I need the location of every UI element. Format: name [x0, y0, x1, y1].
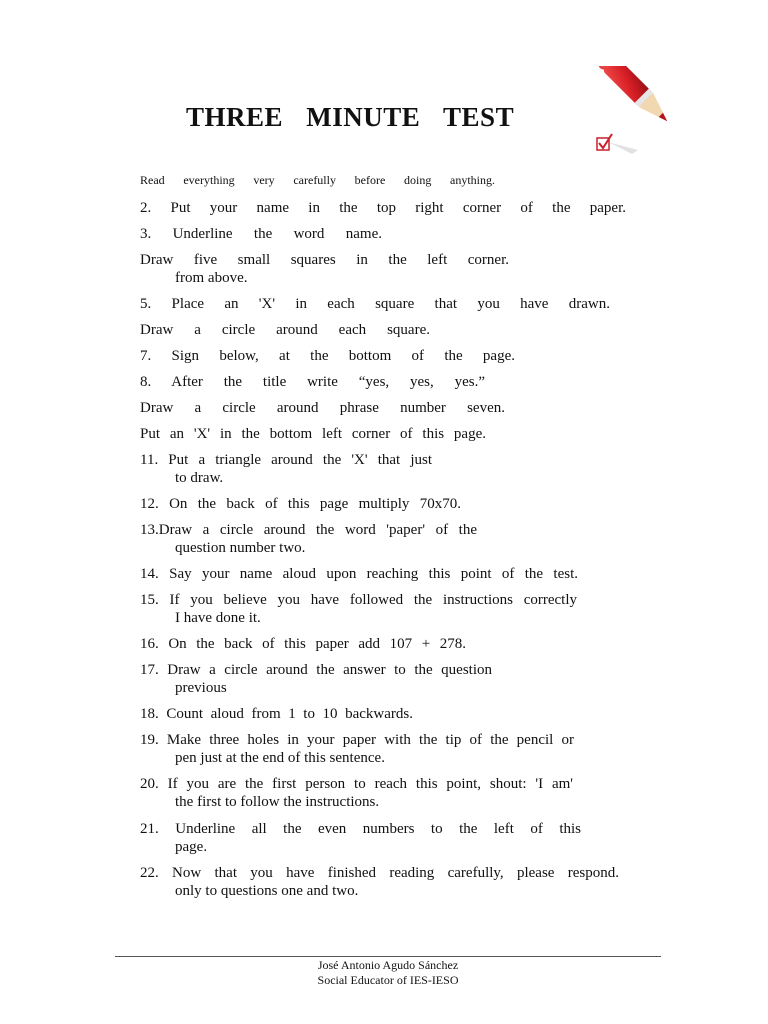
list-item: 8. After the title write “yes, yes, yes.” — [140, 374, 485, 390]
list-item: 13.Draw a circle around the word 'paper' of the question number two. — [140, 522, 477, 556]
list-item: 18. Count aloud from 1 to 10 backwards. — [140, 706, 413, 722]
list-item: 5. Place an 'X' in each square that you have drawn. — [140, 296, 610, 312]
list-item: 7. Sign below, at the bottom of the page. — [140, 348, 515, 364]
list-item: 22. Now that you have finished reading carefully, please respond. only to questions one and two. — [140, 865, 619, 899]
list-item: 21. Underline all the even numbers to the left of this page. — [140, 821, 581, 855]
list-item: 15. If you believe you have followed the instructions correctly I have done it. — [140, 592, 577, 626]
list-item: Draw five small squares in the left corner. from above. — [140, 252, 509, 286]
page-title: THREE MINUTE TEST — [186, 102, 515, 132]
list-item: 19. Make three holes in your paper with the tip of the pencil or pen just at the end of this sentence. — [140, 732, 574, 766]
intro-instruction: Read everything very carefully before doing anything. — [140, 173, 495, 187]
pencil-icon — [588, 66, 688, 160]
list-item: Draw a circle around each square. — [140, 322, 430, 338]
list-item: 14. Say your name aloud upon reaching this point of the test. — [140, 566, 578, 582]
list-item: 2. Put your name in the top right corner of the paper. — [140, 200, 626, 216]
list-item: 11. Put a triangle around the 'X' that just to draw. — [140, 452, 432, 486]
checked-box-icon — [597, 134, 612, 150]
footer-role: Social Educator of IES-IESO — [317, 973, 459, 987]
footer — [115, 958, 661, 988]
list-item: 20. If you are the first person to reach this point, shout: 'I am' the first to follow the instructions. — [140, 776, 573, 810]
list-item: 3. Underline the word name. — [140, 226, 382, 242]
list-item: 17. Draw a circle around the answer to the question previous — [140, 662, 492, 696]
list-item: 12. On the back of this page multiply 70x70. — [140, 496, 461, 512]
footer-divider — [115, 956, 661, 957]
list-item: Put an 'X' in the bottom left corner of this page. — [140, 426, 486, 442]
list-item: Draw a circle around phrase number seven. — [140, 400, 505, 416]
list-item: 16. On the back of this paper add 107 + 278. — [140, 636, 466, 652]
footer-author: José Antonio Agudo Sánchez — [317, 958, 459, 972]
